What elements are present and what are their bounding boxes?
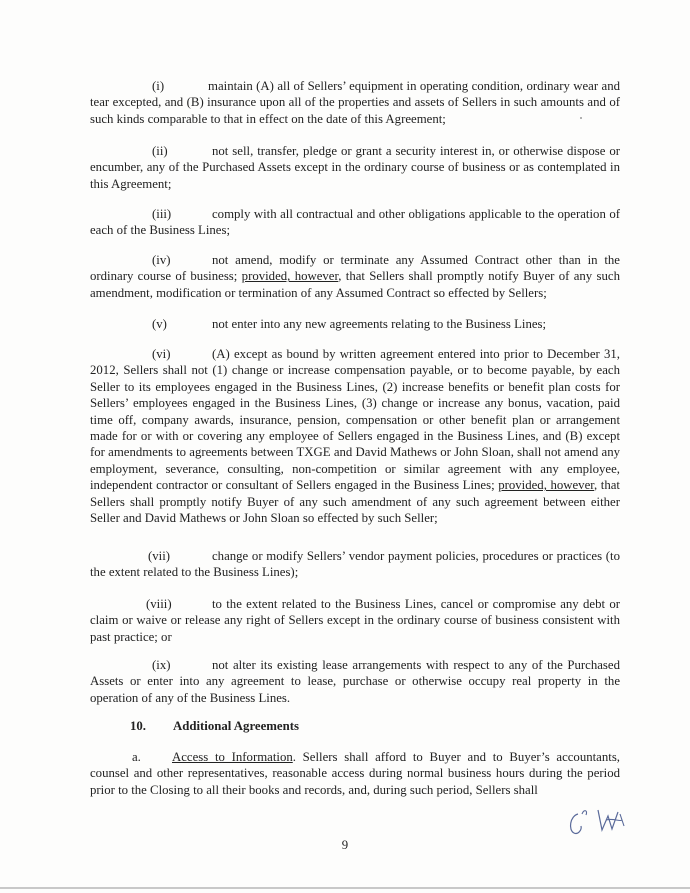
- section-heading: [130, 719, 299, 734]
- page-number: 9: [341, 838, 349, 852]
- handwritten-initials-signature: [562, 800, 642, 840]
- clause-vi: [90, 346, 620, 526]
- clause-number: (vi): [152, 347, 171, 361]
- subsection-a: [90, 749, 620, 798]
- clause-text-b: , that Sellers shall promptly notify Buyer of any such amendment of any such agreement between either Seller and David Mathews or John Sloan so effected by such Seller;: [90, 478, 620, 526]
- clause-text: comply with all contractual and other obligations applicable to the operation of each of the Business Lines;: [90, 207, 620, 238]
- clause-text: to the extent related to the Business Lines, cancel or compromise any debt or claim or waive or release any right of Sellers except in the ordinary course of business consistent with past practice; or: [90, 597, 620, 644]
- clause-vii: [90, 548, 620, 581]
- section-title: Additional Agreements: [173, 719, 299, 733]
- clause-number: (vii): [148, 549, 171, 563]
- clause-iv: [90, 252, 620, 301]
- section-number: 10.: [130, 719, 146, 733]
- clause-text: maintain (A) all of Sellers’ equipment in operating condition, ordinary wear and tear excepted, and (B) insurance upon all of the properties and assets of Sellers in such amounts and of such kinds comparable to that in effect on the date of this Agreement;: [90, 79, 620, 126]
- clause-text: not sell, transfer, pledge or grant a security interest in, or otherwise dispose or encumber, any of the Purchased Assets except in the ordinary course of business or as contemplated in this Agreement;: [90, 144, 620, 191]
- scan-edge-line: [0, 887, 690, 889]
- clause-viii: [90, 596, 620, 645]
- clause-number: (v): [152, 317, 167, 331]
- clause-iii: [90, 206, 620, 239]
- clause-text-a: not amend, modify or terminate any Assumed Contract other than in the ordinary course of business;: [90, 253, 620, 284]
- subsection-number: a.: [132, 750, 141, 764]
- clause-number: (iv): [152, 253, 171, 267]
- clause-ix: [90, 657, 620, 706]
- provided-however-term: provided, however: [498, 478, 595, 493]
- clause-ii: [90, 143, 620, 192]
- clause-number: (iii): [152, 207, 172, 221]
- subsection-text: . Sellers shall afford to Buyer and to Buyer’s accountants, counsel and other representatives, reasonable access during normal business hours during the period prior to the Closing to all their books and records, and, during such period, Sellers shall: [90, 750, 620, 797]
- provided-however-term: provided, however: [241, 269, 339, 284]
- clause-text: not alter its existing lease arrangements with respect to any of the Purchased Assets or enter into any agreement to lease, purchase or otherwise occupy real property in the operation of any of the Business Lines.: [90, 658, 620, 705]
- clause-number: (viii): [146, 597, 172, 611]
- subsection-title: Access to Information: [172, 750, 293, 764]
- clause-text: change or modify Sellers’ vendor payment policies, procedures or practices (to the extent related to the Business Lines);: [90, 549, 620, 580]
- clause-v: [90, 316, 620, 332]
- clause-number: (i): [152, 79, 165, 93]
- clause-i: [90, 78, 620, 127]
- clause-number: (ii): [152, 144, 168, 158]
- clause-text-a: (A) except as bound by written agreement entered into prior to December 31, 2012, Sellers shall not (1) change or increase compensation payable, or to become payable, by each Seller to its employees engaged in the Business Lines, (2) increase benefits or benefit plan costs for Sellers’ employees engaged in the Business Lines, (3) change or increase any bonus, vacation, paid time off, company awards, insurance, pension, compensation or other benefit plan or arrangement made for or with or covering any employee of Sellers engaged in the Business Lines, and (B) except for amendments to agreements between TXGE and David Mathews or John Sloan, shall not amend any employment, severance, consulting, non-competition or similar agreement with any employee, independent contractor or consultant of Sellers engaged in the Business Lines;: [90, 347, 620, 493]
- clause-text: not enter into any new agreements relating to the Business Lines;: [212, 317, 547, 331]
- clause-number: (ix): [152, 658, 171, 672]
- clause-text-b: , that Sellers shall promptly notify Buyer of any such amendment, modification or termination of any Assumed Contract so effected by Sellers;: [90, 269, 620, 300]
